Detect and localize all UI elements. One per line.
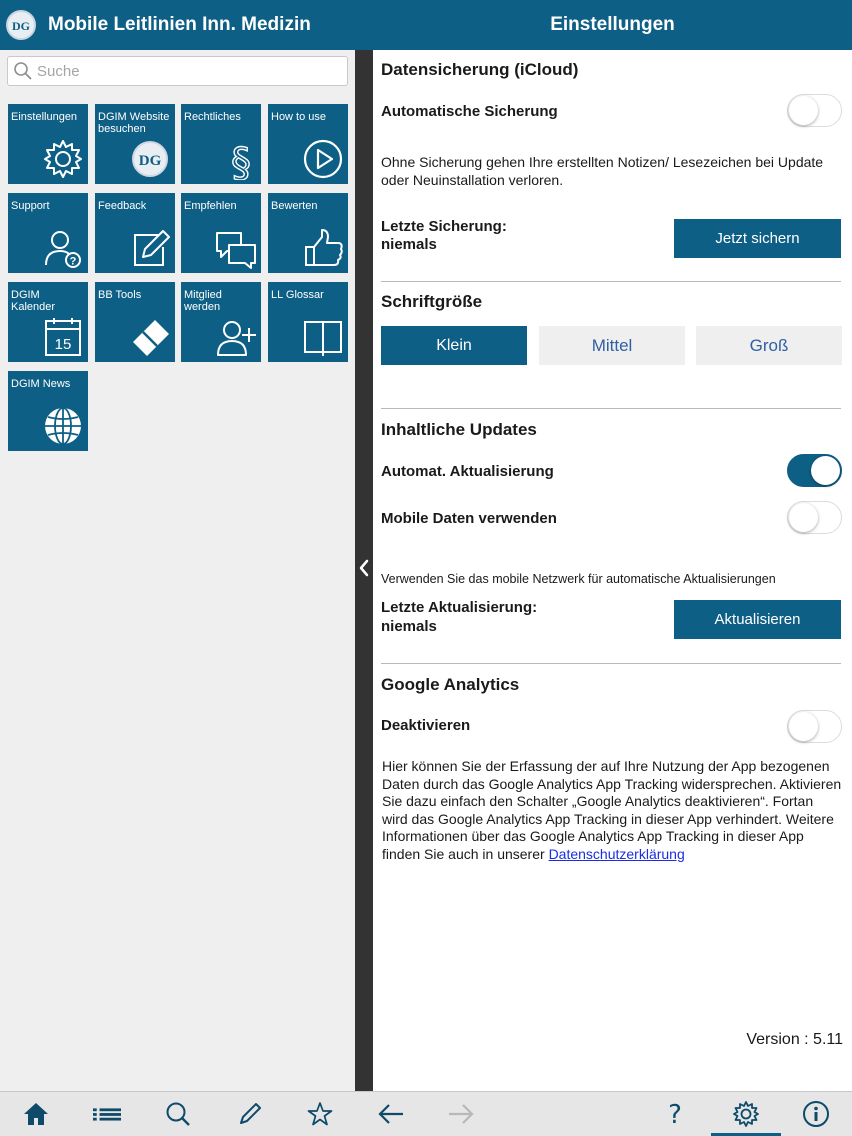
svg-text:DG: DG bbox=[12, 19, 30, 33]
search-input[interactable]: Suche bbox=[37, 62, 80, 80]
divider bbox=[381, 663, 841, 664]
tile-label: Bewerten bbox=[271, 200, 318, 212]
notes-button[interactable] bbox=[236, 1100, 264, 1128]
last-update-label: Letzte Aktualisierung: bbox=[381, 599, 538, 616]
auto-backup-label: Automatische Sicherung bbox=[381, 103, 558, 120]
chat-icon bbox=[215, 227, 257, 269]
calendar-day: 15 bbox=[54, 336, 72, 353]
analytics-section-title: Google Analytics bbox=[381, 675, 520, 694]
tile-label: Rechtliches bbox=[184, 111, 241, 123]
eraser-icon bbox=[129, 316, 171, 358]
back-button[interactable] bbox=[377, 1100, 405, 1128]
tile-label: DGIM Website besuchen bbox=[98, 111, 170, 135]
font-size-medium-button[interactable]: Mittel bbox=[539, 326, 685, 365]
font-size-small-button[interactable]: Klein bbox=[381, 326, 527, 365]
analytics-description-text: Hier können Sie der Erfassung der auf Ihre Nutzung der App bezogenen Daten durch das Google Analytics App Tracking widersprechen. Aktivieren Sie dazu einfach den Schalter „Google Analytics deaktivieren“. Fortan wird das Google Analytics App Tracking in dieser App verhindert. Weitere Informationen über das Google Analytics App Tracking in dieser App finden Sie auch in unserer bbox=[382, 758, 842, 862]
add-user-icon bbox=[215, 316, 257, 358]
tile-label: BB Tools bbox=[98, 289, 142, 301]
tile-dgim-website[interactable] bbox=[95, 104, 175, 184]
tile-support[interactable] bbox=[8, 193, 88, 273]
tile-label: DGIM News bbox=[11, 378, 71, 390]
tile-label: DGIM Kalender bbox=[11, 289, 56, 313]
svg-text:DG: DG bbox=[138, 153, 162, 169]
tile-label: Mitglied werden bbox=[184, 289, 222, 313]
tile-label: Empfehlen bbox=[184, 200, 237, 212]
svg-text:?: ? bbox=[668, 1100, 682, 1128]
tile-feedback[interactable] bbox=[95, 193, 175, 273]
version-label: Version : 5.11 bbox=[746, 1031, 843, 1048]
help-button[interactable] bbox=[661, 1100, 689, 1128]
settings-header bbox=[373, 0, 852, 50]
sidebar-header bbox=[0, 0, 355, 50]
svg-text:§: § bbox=[231, 140, 251, 180]
analytics-deactivate-toggle[interactable] bbox=[787, 710, 842, 743]
search-icon bbox=[165, 1101, 191, 1127]
collapse-sidebar-icon[interactable] bbox=[357, 558, 371, 578]
divider bbox=[381, 281, 841, 282]
auto-update-label: Automat. Aktualisierung bbox=[381, 463, 554, 480]
analytics-deactivate-label: Deaktivieren bbox=[381, 717, 471, 734]
sidebar-pane bbox=[0, 0, 355, 1091]
user-help-icon bbox=[42, 227, 84, 269]
forward-arrow-icon bbox=[447, 1101, 475, 1127]
last-backup-label: Letzte Sicherung: bbox=[381, 218, 507, 235]
tile-rechtliches[interactable] bbox=[181, 104, 261, 184]
tile-label: How to use bbox=[271, 111, 327, 123]
mobile-data-toggle[interactable] bbox=[787, 501, 842, 534]
mobile-data-description: Verwenden Sie das mobile Netzwerk für automatische Aktualisierungen bbox=[381, 572, 776, 586]
pencil-icon bbox=[237, 1101, 263, 1127]
tile-label: Einstellungen bbox=[11, 111, 78, 123]
search-icon bbox=[13, 61, 33, 81]
star-icon bbox=[307, 1101, 333, 1127]
tile-label: Feedback bbox=[98, 200, 147, 212]
home-icon bbox=[23, 1101, 49, 1127]
tile-label: LL Glossar bbox=[271, 289, 324, 301]
edit-icon bbox=[129, 227, 171, 269]
forward-button[interactable] bbox=[447, 1100, 475, 1128]
calendar-icon bbox=[42, 316, 84, 358]
tile-bewerten[interactable] bbox=[268, 193, 348, 273]
paragraph-icon bbox=[215, 138, 257, 180]
tile-empfehlen[interactable] bbox=[181, 193, 261, 273]
help-icon bbox=[662, 1100, 688, 1128]
split-divider bbox=[355, 0, 373, 1091]
settings-pane bbox=[373, 0, 852, 1091]
home-button[interactable] bbox=[22, 1100, 50, 1128]
search-button[interactable] bbox=[164, 1100, 192, 1128]
privacy-policy-link[interactable]: Datenschutzerklärung bbox=[548, 845, 685, 862]
tile-how-to-use[interactable] bbox=[268, 104, 348, 184]
tile-dgim-news[interactable] bbox=[8, 371, 88, 451]
tile-bb-tools[interactable] bbox=[95, 282, 175, 362]
tile-ll-glossar[interactable] bbox=[268, 282, 348, 362]
tile-mitglied-werden[interactable] bbox=[181, 282, 261, 362]
thumbs-up-icon bbox=[302, 227, 344, 269]
divider bbox=[381, 408, 841, 409]
updates-section-title: Inhaltliche Updates bbox=[381, 420, 537, 439]
back-arrow-icon bbox=[377, 1101, 405, 1127]
globe-icon bbox=[42, 405, 84, 447]
auto-backup-toggle[interactable] bbox=[787, 94, 842, 127]
analytics-description bbox=[382, 758, 842, 863]
font-size-large-button[interactable]: Groß bbox=[696, 326, 842, 365]
gear-icon bbox=[42, 138, 84, 180]
book-icon bbox=[302, 316, 344, 358]
bookmarks-button[interactable] bbox=[306, 1100, 334, 1128]
backup-description: Ohne Sicherung gehen Ihre erstellten Notizen/ Lesezeichen bei Update oder Neuinstallation verloren. bbox=[381, 154, 824, 188]
mobile-data-label: Mobile Daten verwenden bbox=[381, 510, 557, 527]
tile-label: Support bbox=[11, 200, 50, 212]
settings-button[interactable] bbox=[732, 1100, 760, 1128]
bottom-toolbar bbox=[0, 1091, 852, 1136]
info-icon bbox=[802, 1100, 830, 1128]
settings-icon bbox=[733, 1101, 759, 1127]
list-button[interactable] bbox=[93, 1100, 121, 1128]
play-icon bbox=[302, 138, 344, 180]
app-title: Mobile Leitlinien Inn. Medizin bbox=[48, 14, 311, 35]
page-title: Einstellungen bbox=[550, 14, 675, 35]
svg-text:?: ? bbox=[69, 255, 77, 268]
backup-section-title: Datensicherung (iCloud) bbox=[381, 60, 579, 79]
tile-dgim-kalender[interactable] bbox=[8, 282, 88, 362]
update-now-button[interactable]: Aktualisieren bbox=[674, 600, 841, 639]
search-field[interactable] bbox=[7, 56, 348, 86]
dgim-logo bbox=[6, 10, 36, 40]
font-size-section-title: Schriftgröße bbox=[381, 292, 483, 311]
tile-einstellungen[interactable] bbox=[8, 104, 88, 184]
dgim-logo-icon bbox=[129, 138, 171, 180]
last-backup-value: niemals bbox=[381, 236, 437, 253]
list-icon bbox=[93, 1101, 121, 1127]
auto-update-toggle[interactable] bbox=[787, 454, 842, 487]
backup-now-button[interactable]: Jetzt sichern bbox=[674, 219, 841, 258]
info-button[interactable] bbox=[802, 1100, 830, 1128]
last-update-value: niemals bbox=[381, 618, 437, 635]
